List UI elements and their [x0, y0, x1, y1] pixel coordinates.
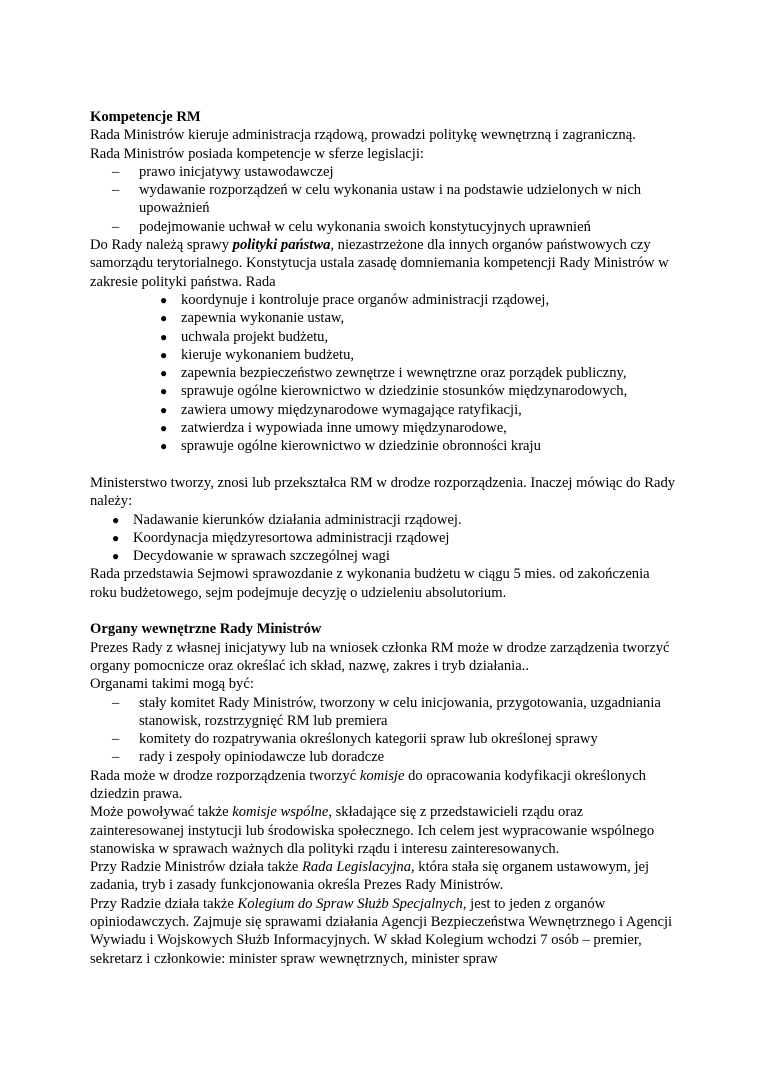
- bullet-marker: ●: [160, 366, 168, 381]
- dash-marker: –: [112, 731, 120, 748]
- bullet-marker: ●: [160, 421, 168, 436]
- bullet-marker: ●: [160, 329, 168, 344]
- document-page: [90, 108, 680, 968]
- emphasis: Kolegium do Spraw Służb Specjalnych: [237, 895, 463, 912]
- dash-marker: –: [112, 694, 120, 711]
- bullet-marker: ●: [112, 549, 120, 564]
- list-item: ● sprawuje ogólne kierownictwo w dziedzinie stosunków międzynarodowych,: [160, 383, 628, 400]
- list-item: ● kieruje wykonaniem budżetu,: [160, 346, 355, 363]
- emphasis: polityki państwa: [232, 237, 331, 254]
- emphasis: komisje: [359, 767, 405, 784]
- list-item: – rady i zespoły opiniodawcze lub doradcze: [112, 749, 385, 766]
- list-item: ● Koordynacja międzyresortowa administracji rządowej: [112, 529, 450, 546]
- section-heading-kompetencje: Kompetencje RM: [90, 109, 201, 125]
- paragraph: Przy Radzie działa także Kolegium do Spraw Służb Specjalnych, jest to jeden z organów opiniodawczych. Zajmuje się sprawami działania Agencji Bezpieczeństwa Wewnętrznego i Agencji Wywiadu i Wojskowych Służb Informacyjnych. W skład Kolegium wchodzi 7 osób – premier, sekretarz i członkowie: minister spraw wewnętrznych, minister spraw: [90, 895, 673, 967]
- paragraph: Ministerstwo tworzy, znosi lub przekształca RM w drodze rozporządzenia. Inaczej mówiąc do Rady należy:: [90, 474, 676, 510]
- emphasis: komisje wspólne: [232, 804, 329, 821]
- list-item: ● sprawuje ogólne kierownictwo w dziedzinie obronności kraju: [160, 438, 541, 455]
- list-item: – komitety do rozpatrywania określonych kategorii spraw lub określonej sprawy: [112, 731, 598, 748]
- emphasis: Rada Legislacyjna: [301, 859, 411, 876]
- bullet-marker: ●: [112, 530, 120, 545]
- paragraph: Do Rady należą sprawy polityki państwa, niezastrzeżone dla innych organów państwowych czy samorządu terytorialnego. Konstytucja ustala zasadę domniemania kompetencji Rady Ministrów w zakresie polityki państwa. Rada: [90, 237, 669, 290]
- bullet-marker: ●: [160, 439, 168, 454]
- list-item: ● zawiera umowy międzynarodowe wymagające ratyfikacji,: [160, 401, 522, 418]
- bullet-marker: ●: [160, 384, 168, 399]
- spacer: [90, 602, 680, 620]
- bullet-marker: ●: [112, 512, 120, 527]
- council-duties-list: [90, 291, 680, 456]
- list-item: ● uchwala projekt budżetu,: [160, 328, 329, 345]
- bullet-marker: ●: [160, 347, 168, 362]
- council-roles-list: [90, 511, 680, 566]
- dash-marker: –: [112, 749, 120, 766]
- dash-marker: –: [112, 163, 120, 180]
- bullet-marker: ●: [160, 311, 168, 326]
- bullet-marker: ●: [160, 292, 168, 307]
- list-item: – wydawanie rozporządzeń w celu wykonania ustaw i na podstawie udzielonych w nich upoważnień: [112, 182, 642, 217]
- paragraph: Rada Ministrów posiada kompetencje w sferze legislacji:: [90, 145, 424, 162]
- paragraph: Organami takimi mogą być:: [90, 676, 254, 693]
- list-item: ● zapewnia wykonanie ustaw,: [160, 310, 345, 327]
- list-item: ● zatwierdza i wypowiada inne umowy międzynarodowe,: [160, 420, 507, 437]
- section-heading-organy: Organy wewnętrzne Rady Ministrów: [90, 621, 322, 638]
- bullet-marker: ●: [160, 402, 168, 417]
- auxiliary-bodies-list: [90, 694, 680, 767]
- paragraph: Rada Ministrów kieruje administracja rządową, prowadzi politykę wewnętrzną i zagraniczną.: [90, 127, 636, 144]
- paragraph: Prezes Rady z własnej inicjatywy lub na wniosek członka RM może w drodze zarządzenia tworzyć organy pomocnicze oraz określać ich skład, nazwę, zakres i tryb działania..: [90, 639, 670, 674]
- list-item: ● koordynuje i kontroluje prace organów administracji rządowej,: [160, 291, 550, 308]
- list-item: ● Nadawanie kierunków działania administracji rządowej.: [112, 511, 462, 528]
- list-item: – stały komitet Rady Ministrów, tworzony w celu inicjowania, przygotowania, uzgadniania stanowisk, rozstrzygnięć RM lub premiera: [112, 694, 661, 729]
- list-item: ● Decydowanie w sprawach szczególnej wagi: [112, 548, 390, 565]
- legislation-list: [90, 163, 680, 236]
- list-item: ● zapewnia bezpieczeństwo zewnętrze i wewnętrzne oraz porządek publiczny,: [160, 365, 627, 382]
- paragraph: Może powoływać także komisje wspólne, składające się z przedstawicieli rządu oraz zainteresowanej instytucji lub środowiska społecznego. Ich celem jest wypracowanie wspólnego stanowiska w sprawach ważnych dla polityki rządu i interesu zainteresowanych.: [90, 804, 655, 857]
- paragraph: Rada przedstawia Sejmowi sprawozdanie z wykonania budżetu w ciągu 5 mies. od zakończenia roku budżetowego, sejm podejmuje decyzję o udzieleniu absolutorium.: [90, 566, 650, 601]
- paragraph: Przy Radzie Ministrów działa także Rada Legislacyjna, która stała się organem ustawowym, jej zadania, tryb i zasady funkcjonowania określa Prezes Rady Ministrów.: [90, 859, 650, 894]
- dash-marker: –: [112, 182, 120, 199]
- list-item: – podejmowanie uchwał w celu wykonania swoich konstytucyjnych uprawnień: [112, 218, 591, 235]
- paragraph: Rada może w drodze rozporządzenia tworzyć komisje do opracowania kodyfikacji określonych dziedzin prawa.: [90, 767, 646, 802]
- dash-marker: –: [112, 218, 120, 235]
- spacer: [90, 456, 680, 474]
- list-item: – prawo inicjatywy ustawodawczej: [112, 163, 334, 180]
